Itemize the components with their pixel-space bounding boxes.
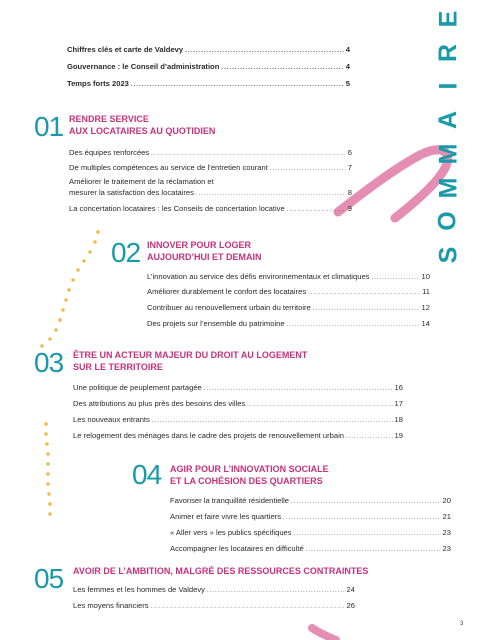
toc-entry[interactable] xyxy=(147,319,430,330)
toc-leader xyxy=(247,400,392,410)
toc-leader xyxy=(151,149,346,159)
toc-leader xyxy=(313,304,420,314)
toc-leader xyxy=(306,545,441,555)
toc-entry[interactable] xyxy=(170,544,451,555)
toc-entry-page: 4 xyxy=(345,45,350,54)
toc-entry-label: Les femmes et les hommes de Valdevy xyxy=(73,585,205,594)
section-title-line1: RENDRE SERVICE xyxy=(69,114,149,124)
toc-entry-label: Temps forts 2023 xyxy=(67,79,129,88)
vertical-title-letter: R xyxy=(434,43,462,62)
toc-leader xyxy=(185,46,344,56)
toc-entry-page: 11 xyxy=(422,287,430,296)
section-title-line1: INNOVER POUR LOGER xyxy=(147,240,252,250)
toc-entry-label: Les nouveaux entrants xyxy=(73,415,150,424)
section-title-line2: ET LA COHÉSION DES QUARTIERS xyxy=(170,476,323,486)
toc-entry-page: 19 xyxy=(394,431,403,440)
toc-entry-label: Chiffres clés et carte de Valdevy xyxy=(67,45,184,54)
toc-entry[interactable] xyxy=(69,204,352,215)
vertical-title-letter: I xyxy=(433,82,462,90)
toc-entry[interactable] xyxy=(170,528,451,539)
toc-entry[interactable] xyxy=(147,272,430,283)
toc-entry-page: 17 xyxy=(394,399,403,408)
toc-leader xyxy=(270,164,346,174)
toc-entry[interactable] xyxy=(73,415,403,426)
toc-leader xyxy=(131,80,344,90)
section-title-line2: AUJOURD’HUI ET DEMAIN xyxy=(147,252,262,262)
vertical-title-sommaire xyxy=(428,0,468,270)
toc-entry[interactable] xyxy=(73,399,403,410)
toc-entry-page: 4 xyxy=(345,62,350,71)
vertical-title-letter: M xyxy=(433,177,462,198)
toc-leader xyxy=(346,432,393,442)
toc-entry-label: Des projets sur l’ensemble du patrimoine xyxy=(147,319,285,328)
toc-entry[interactable] xyxy=(69,163,352,174)
toc-entry[interactable] xyxy=(67,45,350,56)
toc-entry[interactable] xyxy=(73,585,355,596)
toc-entry-page: 12 xyxy=(421,303,430,312)
toc-entry-label: La concertation locataires : les Conseils de concertation locative xyxy=(69,204,285,213)
toc-entry[interactable] xyxy=(67,62,350,73)
toc-entry-label: Des attributions au plus près des besoins des villes xyxy=(73,399,246,408)
toc-entry-label: Le relogement des ménages dans le cadre des projets de renouvellement urbain xyxy=(73,431,345,440)
section-number: 01 xyxy=(34,111,64,142)
toc-entry[interactable] xyxy=(69,188,352,199)
section-number: 03 xyxy=(34,347,64,378)
toc-entry-label: Accompagner les locataires en difficulté xyxy=(170,544,304,553)
toc-entry-page: 5 xyxy=(345,79,350,88)
toc-entry-page: 23 xyxy=(442,544,451,553)
toc-entry-page: 20 xyxy=(442,496,451,505)
toc-entry-label: Améliorer durablement le confort des locataires xyxy=(147,287,307,296)
toc-entry-label: De multiples compétences au service de l’entretien courant xyxy=(69,163,268,172)
section-title-line2: AUX LOCATAIRES AU QUOTIDIEN xyxy=(69,126,216,136)
toc-entry-label: Contribuer au renouvellement urbain du territoire xyxy=(147,303,311,312)
toc-entry-label-line1: Améliorer le traitement de la réclamation et xyxy=(69,177,214,186)
section-number: 02 xyxy=(111,237,141,268)
toc-leader xyxy=(196,189,346,199)
section-title-line2: SUR LE TERRITOIRE xyxy=(73,362,163,372)
toc-entry-page: 6 xyxy=(347,148,352,157)
toc-entry-label: mesurer la satisfaction des locataires xyxy=(69,188,194,197)
toc-entry[interactable] xyxy=(170,512,451,523)
toc-entry[interactable] xyxy=(170,496,451,507)
toc-entry-page: 8 xyxy=(347,188,352,197)
toc-entry[interactable] xyxy=(147,303,430,314)
toc-entry-label: Gouvernance : le Conseil d’administration xyxy=(67,62,220,71)
toc-leader xyxy=(283,513,441,523)
toc-leader xyxy=(291,497,441,507)
dotted-path-lower xyxy=(44,422,51,515)
toc-entry-page: 23 xyxy=(442,528,451,537)
toc-entry[interactable] xyxy=(73,383,403,394)
toc-leader xyxy=(287,320,420,330)
toc-entry[interactable] xyxy=(73,601,355,612)
toc-entry-page: 14 xyxy=(421,319,430,328)
toc-entry[interactable] xyxy=(147,287,430,298)
toc-leader xyxy=(371,273,419,283)
vertical-title-letter: M xyxy=(433,143,462,165)
toc-entry-label: Une politique de peuplement partagée xyxy=(73,383,202,392)
dotted-path-upper xyxy=(40,230,99,347)
vertical-title-letter: E xyxy=(434,10,462,28)
toc-entry-label: Des équipes renforcées xyxy=(69,148,150,157)
toc-entry-page: 18 xyxy=(394,415,403,424)
toc-entry-page: 10 xyxy=(421,272,430,281)
page-number: 3 xyxy=(460,621,464,627)
toc-entry-label: L’innovation au service des défis environnementaux et climatiques xyxy=(147,272,370,281)
toc-entry-label: Les moyens financiers xyxy=(73,601,149,610)
section-title-line1: AGIR POUR L’INNOVATION SOCIALE xyxy=(170,464,329,474)
toc-entry-page: 7 xyxy=(347,163,352,172)
vertical-title-letter: S xyxy=(434,246,462,264)
toc-entry[interactable] xyxy=(73,431,403,442)
pink-brush-stroke-bottom xyxy=(312,628,336,640)
toc-leader xyxy=(151,602,345,612)
section-title-line1: ÊTRE UN ACTEUR MAJEUR DU DROIT AU LOGEMENT xyxy=(73,350,308,360)
vertical-title-letter: O xyxy=(433,211,462,231)
toc-entry-page: 21 xyxy=(442,512,451,521)
toc-entry-label: « Aller vers » les publics spécifiques xyxy=(170,528,292,537)
toc-leader xyxy=(294,529,441,539)
toc-leader xyxy=(287,205,346,215)
section-number: 04 xyxy=(132,459,162,490)
toc-leader xyxy=(204,384,393,394)
toc-entry-page: 24 xyxy=(346,585,355,594)
toc-leader xyxy=(308,288,420,298)
section-title-line1: AVOIR DE L’AMBITION, MALGRÉ DES RESSOURCES CONTRAINTES xyxy=(73,566,369,576)
section-number: 05 xyxy=(34,563,64,594)
toc-leader xyxy=(152,416,393,426)
toc-entry-page: 16 xyxy=(394,383,403,392)
toc-leader xyxy=(221,63,343,73)
toc-entry-page: 9 xyxy=(347,204,352,213)
toc-entry-label: Favoriser la tranquillité résidentielle xyxy=(170,496,290,505)
toc-entry[interactable] xyxy=(67,79,350,90)
toc-entry-label: Animer et faire vivre les quartiers xyxy=(170,512,281,521)
toc-entry-page: 26 xyxy=(346,601,355,610)
vertical-title-letter: A xyxy=(434,111,462,130)
toc-leader xyxy=(207,586,345,596)
toc-entry[interactable] xyxy=(69,148,352,159)
